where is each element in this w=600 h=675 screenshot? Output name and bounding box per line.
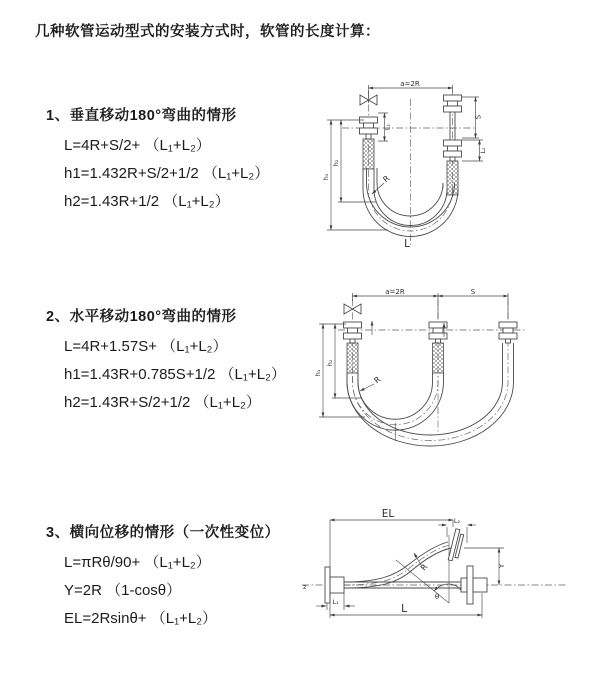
section-1-heading: 1、垂直移动180°弯曲的情形	[46, 108, 237, 124]
section-2	[46, 305, 286, 417]
dim-label-a2r: a=2R	[400, 80, 420, 88]
radius-pointer	[372, 174, 392, 194]
dim-label-h1: h₁	[322, 173, 330, 181]
dim-l1	[378, 113, 392, 141]
upper-flange	[448, 529, 464, 562]
formula-line: L=πRθ/90+ （L₁+L₂）	[64, 554, 211, 571]
dim-label-l2: L₂	[479, 147, 487, 154]
formula-line: L=4R+1.57S+ （L₁+L₂）	[64, 338, 228, 355]
dim-label-r: R	[381, 173, 392, 185]
dim-label-l1: L₁	[383, 123, 392, 131]
diagram-lateral-displacement	[298, 505, 598, 650]
right-flange	[461, 566, 487, 604]
dim-a2r	[353, 288, 509, 319]
dim-label-l1: L₁	[332, 598, 339, 606]
formula-line: EL=2Rsinθ+ （L₁+L₂）	[64, 610, 218, 627]
dim-l1	[316, 593, 355, 610]
dim-s	[462, 97, 483, 138]
dim-label-r: R	[372, 374, 383, 386]
axis-marker: z	[303, 583, 307, 591]
diagram-vertical-180-bend	[312, 77, 597, 255]
dim-label-a2r: a=2R	[385, 288, 405, 296]
formula-line: h1=1.432R+S/2+1/2 （L₁+L₂）	[64, 165, 270, 182]
dim-label-l2: L₂	[453, 517, 461, 525]
dim-label-theta: θ	[434, 593, 440, 601]
dim-h1	[322, 120, 388, 230]
dim-l	[330, 593, 482, 618]
formula-line: h2=1.43R+1/2 （L₁+L₂）	[64, 193, 230, 210]
left-fitting	[360, 117, 378, 169]
formula-line: Y=2R （1-cosθ）	[64, 582, 182, 599]
dim-label-h1: h₁	[314, 369, 322, 377]
dim-l2	[462, 140, 487, 161]
hose-wide-u	[347, 358, 514, 446]
left-fitting	[344, 322, 362, 373]
radius-pointer	[360, 375, 383, 391]
section-3	[46, 521, 280, 633]
formula-line: h1=1.43R+0.785S+1/2 （L₁+L₂）	[64, 366, 286, 383]
dim-label-h2: h₂	[332, 159, 340, 167]
dim-label-l: L	[404, 238, 410, 250]
section-2-heading: 2、水平移动180°弯曲的情形	[46, 309, 237, 325]
hose-s-curve	[344, 542, 451, 588]
dim-label-el: EL	[381, 508, 395, 520]
section-1	[46, 104, 269, 216]
dim-label-s: S	[474, 114, 483, 120]
dim-label-y: Y	[498, 563, 506, 569]
right-fitting	[499, 322, 517, 358]
dim-label-r: R	[418, 562, 430, 573]
dim-label-l: L	[401, 603, 407, 615]
dim-el	[330, 508, 453, 618]
dim-label-s: S	[470, 288, 476, 296]
hose-narrow-u	[347, 373, 444, 430]
section-3-heading: 3、横向位移的情形（一次性变位）	[46, 525, 280, 541]
dim-label-h2: h₂	[326, 359, 334, 367]
formula-line: L=4R+S/2+ （L₁+L₂）	[64, 137, 211, 154]
right-fitting	[444, 95, 462, 195]
page-title: 几种软管运动型式的安装方式时，软管的长度计算：	[35, 24, 380, 40]
diagram-horizontal-180-bend	[310, 283, 595, 450]
formula-line: h2=1.43R+S/2+1/2 （L₁+L₂）	[64, 394, 261, 411]
dim-s	[438, 288, 508, 296]
